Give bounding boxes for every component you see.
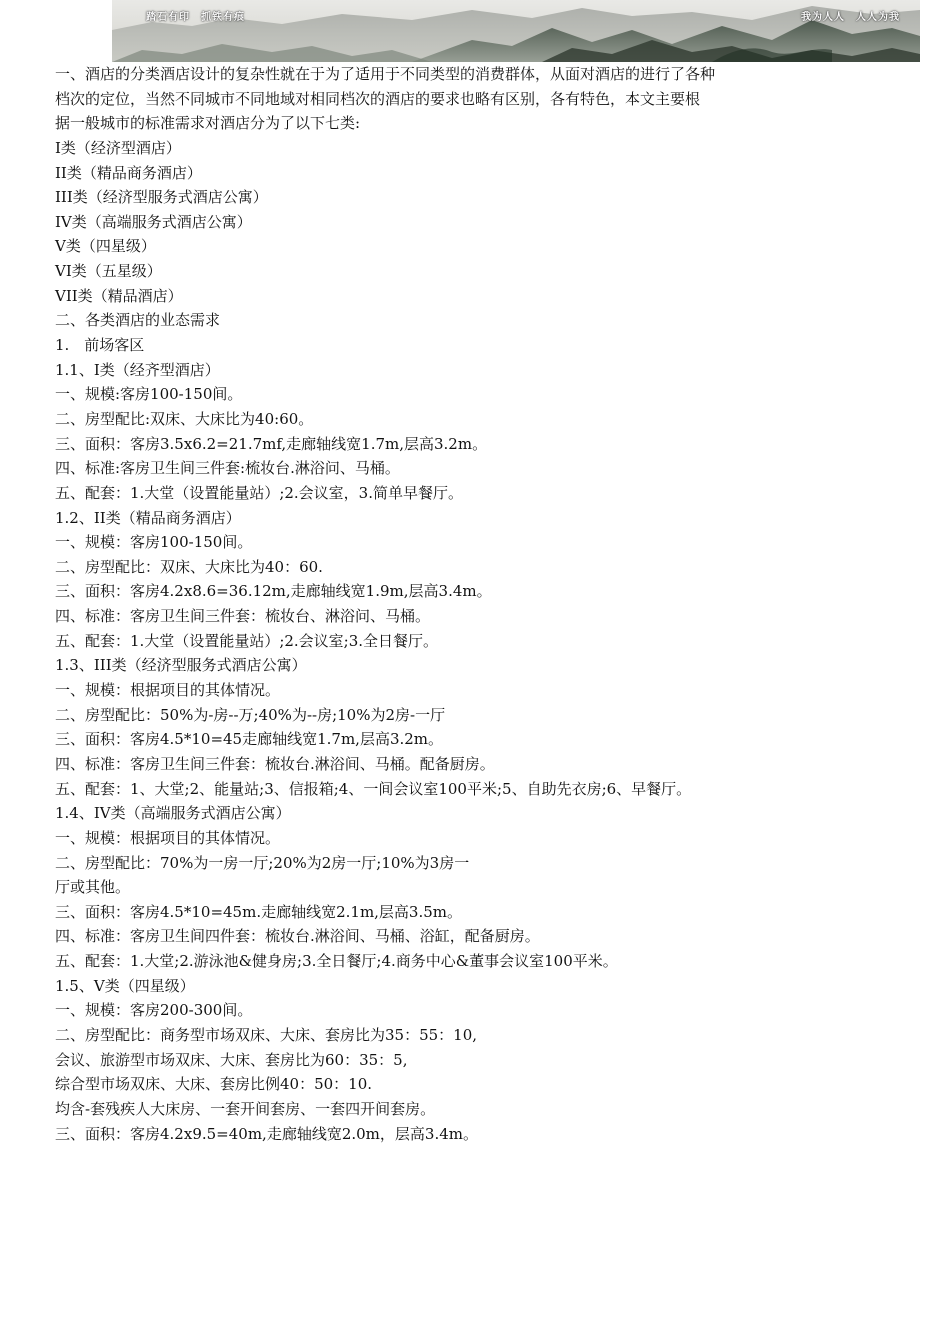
text-line: 四、标准：客房卫生间四件套：梳妆台.淋浴间、马桶、浴缸，配备厨房。 xyxy=(55,927,540,946)
text-line: 一、规模:客房100-150间。 xyxy=(55,385,243,404)
text-line: 五、配套：1.大堂（设置能量站）;2.会议室;3.全日餐厅。 xyxy=(55,631,439,650)
text-line: 档次的定位，当然不同城市不同地域对相同档次的酒店的要求也略有区别，各有特色，本文主要根 xyxy=(55,89,701,108)
text-line: 二、房型配比：70%为一房一厅;20%为2房一厅;10%为3房一 xyxy=(55,853,470,872)
text-line: 五、配套：1.大堂（设置能量站）;2.会议室，3.简单早餐厅。 xyxy=(55,483,463,502)
text-line: 一、规模：客房200-300间。 xyxy=(55,1001,253,1020)
text-line: 三、面积：客房3.5x6.2=21.7mf,走廊轴线宽1.7m,层高3.2m。 xyxy=(55,434,488,453)
text-line: 会议、旅游型市场双床、大床、套房比为60：35：5, xyxy=(55,1050,408,1069)
text-line: VI类（五星级） xyxy=(55,262,162,281)
text-line: 一、规模：根据项目的其体情况。 xyxy=(55,681,281,700)
document-body xyxy=(55,62,905,1146)
text-line: 四、标准：客房卫生间三件套：梳妆台、淋浴问、马桶。 xyxy=(55,607,431,626)
text-line: 一、规模：根据项目的其体情况。 xyxy=(55,828,281,847)
section-heading: 二、各类酒店的业态需求 xyxy=(55,311,221,330)
text-line: 五、配套：1、大堂;2、能量站;3、信报箱;4、一间会议室100平米;5、自助先衣房;6、早餐厅。 xyxy=(55,779,692,798)
text-line: 四、标准:客房卫生间三件套:梳妆台.淋浴问、马桶。 xyxy=(55,459,400,478)
text-line: III类（经济型服务式酒店公寓） xyxy=(55,188,268,207)
text-line: VII类（精品酒店） xyxy=(55,286,183,305)
text-line: 二、房型配比:双床、大床比为40:60。 xyxy=(55,409,314,428)
banner-left-text: 踏石有印 抓铁有痕 xyxy=(146,12,245,23)
text-line: 二、房型配比：50%为-房--万;40%为--房;10%为2房-一厅 xyxy=(55,705,446,724)
text-line: 综合型市场双床、大床、套房比例40：50：10. xyxy=(55,1075,373,1094)
text-line: II类（精品商务酒店） xyxy=(55,163,202,182)
subsection-heading: 1.4、IV类（高端服务式酒店公寓） xyxy=(55,804,291,823)
banner-right-text: 我为人人 人人为我 xyxy=(801,12,900,23)
text-line: 三、面积：客房4.2x9.5=40m,走廊轴线宽2.0m，层高3.4m。 xyxy=(55,1124,478,1143)
text-line: I类（经济型酒店） xyxy=(55,138,181,157)
subsection-heading: 1.5、V类（四星级） xyxy=(55,976,195,995)
text-line: 据一般城市的标准需求对酒店分为了以下七类: xyxy=(55,114,361,133)
text-line: V类（四星级） xyxy=(55,237,156,256)
text-line: 三、面积：客房4.5*10=45走廊轴线宽1.7m,层高3.2m。 xyxy=(55,730,444,749)
text-line: 厅或其他。 xyxy=(55,878,131,897)
subsection-heading: 1.1、I类（经齐型酒店） xyxy=(55,360,220,379)
text-line: 二、房型配比：商务型市场双床、大床、套房比为35：55：10, xyxy=(55,1025,478,1044)
subsection-heading: 1.2、II类（精品商务酒店） xyxy=(55,508,241,527)
text-line: 三、面积：客房4.5*10=45m.走廊轴线宽2.1m,层高3.5m。 xyxy=(55,902,463,921)
text-line: 二、房型配比：双床、大床比为40：60. xyxy=(55,557,323,576)
text-line: 一、酒店的分类酒店设计的复杂性就在于为了适用于不同类型的消费群体，从面对酒店的进行了各种 xyxy=(55,65,716,83)
text-line: 五、配套：1.大堂;2.游泳池&健身房;3.全日餐厅;4.商务中心&董事会议室100平米。 xyxy=(55,952,618,971)
text-line: 1. 前场客区 xyxy=(55,336,145,355)
text-line: 四、标准：客房卫生间三件套：梳妆台.淋浴间、马桶。配备厨房。 xyxy=(55,754,495,773)
text-line: 三、面积：客房4.2x8.6=36.12m,走廊轴线宽1.9m,层高3.4m。 xyxy=(55,582,492,601)
header-banner xyxy=(112,0,920,62)
subsection-heading: 1.3、III类（经济型服务式酒店公寓） xyxy=(55,656,307,675)
text-line: 均含-套残疾人大床房、一套开间套房、一套四开间套房。 xyxy=(55,1099,436,1118)
text-line: IV类（高端服务式酒店公寓） xyxy=(55,212,252,231)
text-line: 一、规模：客房100-150间。 xyxy=(55,533,253,552)
